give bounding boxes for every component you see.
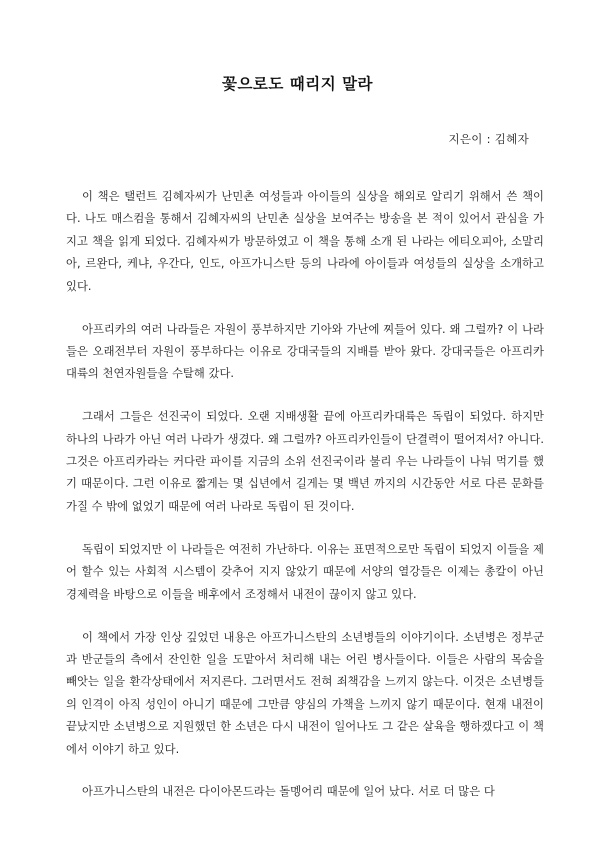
paragraph: 이 책에서 가장 인상 깊었던 내용은 아프가니스탄의 소년병들의 이야기이다. 소년병은 정부군과 반군들의 측에서 잔인한 일을 도맡아서 처리해 내는 어린 병사들이다. 이들은 사람의 목숨을 빼앗는 일을 환각상태에서 저지른다. 그러면서도 전혀 죄책감을 느끼지 않는다. 이것은 소년병들의 인격이 아직 성인이 아니기 때문에 그만큼 양심의 가책을 느끼지 않기 때문이다. 현재 내전이 끝났지만 소년병으로 지원했던 한 소년은 다시 내전이 일어나도 그 같은 살육을 행하겠다고 이 책에서 이야기 하고 있다. [66, 630, 544, 756]
paragraph: 이 책은 탤런트 김혜자씨가 난민촌 여성들과 아이들의 실상을 해외로 알리기 위해서 쓴 책이다. 나도 매스컴을 통해서 김혜자씨의 난민촌 실상을 보여주는 방송을 본 적이 있어서 관심을 가지고 책을 읽게 되었다. 김혜자씨가 방문하였고 이 책을 통해 소개 된 나라는 에티오피아, 소말리아, 르완다, 케냐, 우간다, 인도, 아프가니스탄 등의 나라에 아이들과 여성들의 실상을 소개하고 있다. [66, 190, 544, 293]
document-title: 꽃으로도 때리지 말라 [221, 75, 374, 93]
paragraph: 아프가니스탄의 내전은 다이아몬드라는 돌멩어리 때문에 일어 났다. 서로 더 많은 다 [82, 785, 495, 799]
document-body [66, 186, 544, 804]
paragraph: 그래서 그들은 선진국이 되었다. 오랜 지배생활 끝에 아프리카대륙은 독립이 되었다. 하지만 하나의 나라가 아닌 여러 나라가 생겼다. 왜 그럴까? 아프리카인들이 단결력이 떨어져서? 아니다. 그것은 아프리카라는 커다란 파이를 지금의 소위 선진국이라 불리 우는 나라들이 나눠 먹기를 했기 때문이다. 그런 이유로 짧게는 몇 십년에서 길게는 몇 백년 까지의 시간동안 서로 다른 문화를 가질 수 밖에 없었기 때문에 여러 나라로 독립이 된 것이다. [66, 410, 544, 513]
paragraph: 독립이 되었지만 이 나라들은 여전히 가난하다. 이유는 표면적으로만 독립이 되었지 이들을 제어 할수 있는 사회적 시스템이 갖추어 지지 않았기 때문에 서양의 열강들은 이제는 총칼이 아닌 경제력을 바탕으로 이들을 배후에서 조정해서 내전이 끊이지 않고 있다. [66, 542, 544, 601]
author-line: 지은이 : 김혜자 [448, 132, 529, 146]
paragraph: 아프리카의 여러 나라들은 자원이 풍부하지만 기아와 가난에 찌들어 있다. 왜 그럴까? 이 나라들은 오래전부터 자원이 풍부하다는 이유로 강대국들의 지배를 받아 왔다. 강대국들은 아프리카 대륙의 천연자원들을 수탈해 갔다. [66, 322, 544, 381]
